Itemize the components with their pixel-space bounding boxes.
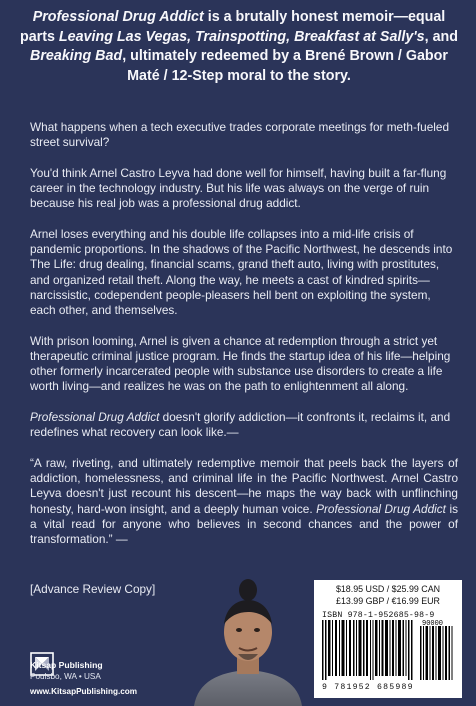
isbn-number: ISBN 978-1-952685-98-9 bbox=[322, 611, 435, 620]
publisher-name: Kitsap Publishing bbox=[30, 660, 103, 670]
price-usd-can: $18.95 USD / $25.99 CAN bbox=[335, 584, 441, 594]
tagline bbox=[14, 8, 464, 86]
barcode-addon-number: 90000 bbox=[422, 620, 444, 628]
blurb-paragraph-3: Arnel loses everything and his double life collapses into a mid-life crisis of pandemic proportions. In the shadows of the Pacific Northwest, he descends into The Life: drug dealing, financial scams, grand theft auto, living with prostitutes, and organized retail theft. Along the way, he meets a cast of kindred spirits—narcissistic, codependent people-pleasers hell bent on exploiting the system, each other, and themselves. bbox=[30, 227, 453, 318]
review-quote bbox=[30, 456, 458, 547]
price-gbp-eur: £13.99 GBP / €16.99 EUR bbox=[336, 596, 440, 606]
blurb bbox=[30, 120, 458, 563]
blurb-closing: doesn't glorify addiction—it confronts it, reclaims it, and redefines what recovery can look like.— bbox=[30, 410, 451, 440]
tagline-breaking-bad: Breaking Bad bbox=[30, 48, 123, 64]
tagline-moral: , ultimately redeemed by a Brené Brown / Gabor Maté / 12-Step moral to the story. bbox=[122, 48, 448, 84]
ean-number: 9 781952 685989 bbox=[322, 683, 414, 692]
publisher-website-link[interactable]: www.KitsapPublishing.com bbox=[30, 687, 138, 696]
publisher-location: Poulsbo, WA • USA bbox=[30, 672, 101, 681]
blurb-paragraph-1: What happens when a tech executive trades corporate meetings for meth-fueled street survival? bbox=[30, 120, 450, 150]
barcode-label bbox=[314, 580, 462, 698]
blurb-book-title: Professional Drug Addict bbox=[30, 410, 160, 425]
review-book-title: Professional Drug Addict bbox=[316, 501, 446, 516]
blurb-paragraph-5 bbox=[30, 410, 458, 440]
tagline-book-title: Professional Drug Addict bbox=[32, 9, 204, 25]
blurb-paragraph-2: You'd think Arnel Castro Leyva had done well for himself, having built a far-flung career in the technology industry. But his life was always on the verge of ruin because his real job was a professional drug addict. bbox=[30, 165, 447, 211]
author-photo bbox=[188, 570, 308, 706]
review-text-b: is a vital read for anyone who believes in second chances and the power of transformation.” — bbox=[30, 501, 458, 546]
tagline-and: , and bbox=[424, 28, 459, 45]
tagline-comparisons: Leaving Las Vegas, Trainspotting, Breakfast at Sally's bbox=[58, 28, 425, 45]
tagline-text: is a brutally honest memoir—equal parts bbox=[19, 9, 446, 45]
blurb-paragraph-4: With prison looming, Arnel is given a chance at redemption through a strict yet therapeutic criminal justice program. He finds the startup idea of his life—helping other formerly incarcerated people with substance use disorders to create a life worth living—and realizes he was on the path to enlightenment all along. bbox=[30, 333, 451, 394]
advance-review-copy-label: [Advance Review Copy] bbox=[30, 582, 156, 596]
review-text-a: “A raw, riveting, and ultimately redemptive memoir that peels back the layers of addiction, homelessness, and criminal life in the Pacific Northwest. Arnel Castro Leyva doesn't just recount his descent—he maps the way back with unflinching honesty, hard-won insight, and a deeply human voice. bbox=[30, 455, 458, 516]
barcode-icon bbox=[322, 620, 454, 682]
